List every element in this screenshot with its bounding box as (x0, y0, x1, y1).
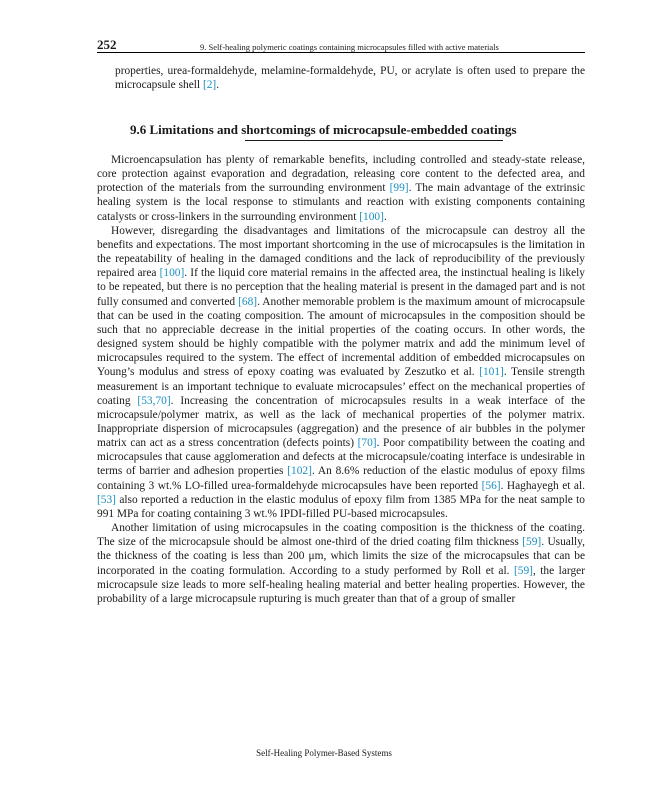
paragraph-text: , the larger microcapsule size leads to more self-healing healing material and better healing properties. However, the probability of a large microcapsule rupturing is much greater than that of a group of smaller (97, 564, 586, 605)
header-rule (97, 52, 585, 53)
paragraph-1 (97, 153, 585, 224)
intro-text-1: properties, urea-formaldehyde, melamine-formaldehyde, PU, or acrylate is often used to prepare the microcapsule shell (115, 65, 585, 92)
paragraph-text: . The main advantage of the extrinsic healing system is the local response to stimulants and reaction with existing components containing catalysts or cross-linkers in the surrounding environment (97, 182, 585, 223)
paragraph-text: Microencapsulation has plenty of remarkable benefits, including controlled and steady-state release, core protection against evaporation and degradation, releasing core content to the defected area, and protection of the materials from the surrounding environment (97, 154, 585, 195)
paragraph-2 (97, 224, 585, 521)
citation-link[interactable]: [59] (513, 564, 533, 577)
page-number: 252 (97, 37, 117, 52)
paragraph-text: . An 8.6% reduction of the elastic modulus of epoxy films containing 3 wt.% LO-filled urea-formaldehyde microcapsules have been reported (97, 465, 585, 492)
section-body (97, 153, 585, 606)
citation-link[interactable]: [59] (522, 536, 542, 549)
citation-link[interactable]: [53,70] (137, 394, 171, 407)
citation-link[interactable]: [53] (97, 493, 116, 506)
paragraph-text: Another limitation of using microcapsules in the coating composition is the thickness of the coating. The size of the microcapsule should be almost one-third of the dried coating film thickness (97, 522, 585, 549)
paragraph-text: . If the liquid core material remains in the affected area, the instinctual healing is likely to be repeated, but there is no perception that the healing material is present in the damaged part and is not fully consumed and converted (97, 267, 585, 308)
citation-link[interactable]: [99] (389, 182, 409, 195)
citation-link[interactable]: [102] (287, 465, 312, 478)
citation-link[interactable]: [100] (159, 267, 185, 280)
intro-text-2: . (216, 79, 220, 92)
paragraph-text: . Usually, the thickness of the coating is less than 200 μm, which limits the size of the microcapsules that can be incorporated in the coating formulation. According to a study performed by Roll et al. (97, 536, 585, 577)
paragraph-3 (97, 521, 585, 606)
citation-link[interactable]: [68] (238, 295, 258, 308)
citation-link[interactable]: [2] (202, 79, 217, 92)
paragraph-text: . Increasing the concentration of microcapsules results in a weak interface of the microcapsule/polymer matrix, as well as the lack of mechanical properties of the polymer matrix. Inappropriate dispersion of microcapsules (aggregation) and the presence of air bubbles in the polymer matrix can act as a stress concentration (defects points) (97, 394, 586, 450)
section-heading: 9.6 Limitations and shortcomings of microcapsule-embedded coatings (130, 122, 517, 137)
section-heading-rule (245, 140, 503, 141)
paragraph-text: also reported a reduction in the elastic modulus of epoxy film from 1385 MPa for the neat sample to 991 MPa for coating containing 3 wt.% IPDI-filled PU-based microcapsules. (97, 493, 585, 520)
paragraph-text: . Another memorable problem is the maximum amount of microcapsule that can be used in the coating composition. The amount of microcapsules in the composition should be such that no appreciable decrease in the initial properties of the coating occurs. In other words, the designed system should be highly compatible with the polymer matrix and add the minimum level of microcapsules required to the system. The effect of incremental addition of embedded microcapsules on Young’s modulus and stress of epoxy coating was evaluated by Zeszutko et al. (97, 295, 585, 379)
paragraph-text: . Haghayegh et al. (500, 479, 585, 492)
citation-link[interactable]: [70] (357, 437, 377, 450)
running-head: 9. Self-healing polymeric coatings containing microcapsules filled with active materials (200, 42, 499, 52)
intro-paragraph (97, 64, 585, 92)
paragraph-text: . (383, 210, 387, 223)
page-footer: Self-Healing Polymer-Based Systems (256, 748, 392, 758)
paragraph-text: . Tensile strength measurement is an important technique to evaluate microcapsules’ effect on the mechanical properties of coating (97, 366, 585, 407)
intro-text (115, 64, 585, 92)
paragraph-text: . Poor compatibility between the coating and microcapsules that cause agglomeration and defects at the microcapsule/coating interface is undesirable in terms of barrier and adhesion properties (97, 437, 585, 478)
citation-link[interactable]: [101] (479, 366, 504, 379)
citation-link[interactable]: [100] (359, 210, 384, 223)
citation-link[interactable]: [56] (481, 479, 501, 492)
paragraph-text: However, disregarding the disadvantages and limitations of the microcapsule can destroy all the benefits and expectations. The most important shortcoming in the use of microcapsules is the limitation in the repeatability of healing in the damaged conditions and the lack of reproducibility of the previously repaired area (97, 224, 585, 280)
